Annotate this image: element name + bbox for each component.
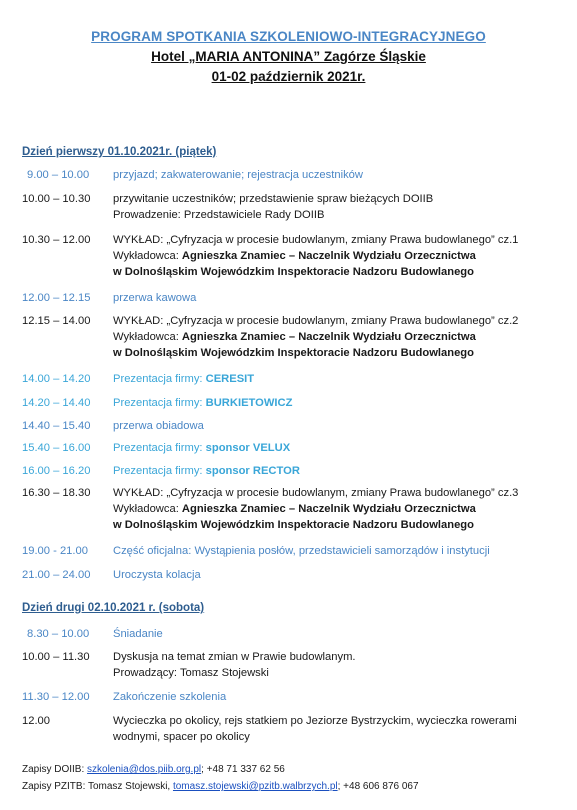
day1-heading: Dzień pierwszy 01.10.2021r. (piątek) xyxy=(22,146,217,158)
row-text: przywitanie uczestników; przedstawienie spraw bieżących DOIIB xyxy=(113,193,434,205)
lecturer-prefix: Wykładowca: xyxy=(113,503,182,515)
row-time: 14.00 – 14.20 xyxy=(22,373,91,385)
row-desc xyxy=(113,395,553,411)
footer-label: Zapisy PZITB: Tomasz Stojewski, xyxy=(22,781,173,792)
row-desc xyxy=(113,191,553,223)
lecturer-line xyxy=(113,248,553,264)
day2-heading: Dzień drugi 02.10.2021 r. (sobota) xyxy=(22,602,205,614)
footer-phone: ; +48 606 876 067 xyxy=(337,781,419,792)
row-text: Prezentacja firmy: xyxy=(113,373,206,385)
row-text-2: Prowadzący: Tomasz Stojewski xyxy=(113,667,269,679)
lecturer-org: w Dolnośląskim Wojewódzkim Inspektoracie Nadzoru Budowlanego xyxy=(113,266,474,278)
page xyxy=(0,29,577,810)
row-time: 21.00 – 24.00 xyxy=(22,569,91,581)
footer-phone: ; +48 71 337 62 56 xyxy=(201,764,285,775)
row-text: Prezentacja firmy: xyxy=(113,442,206,454)
company-name: sponsor RECTOR xyxy=(205,465,300,477)
row-text: Część oficjalna: Wystąpienia posłów, przedstawicieli samorządów i instytucji xyxy=(113,545,490,557)
lecturer-name: Agnieszka Znamiec – Naczelnik Wydziału Orzecznictwa xyxy=(181,331,476,343)
company-name: sponsor VELUX xyxy=(205,442,291,454)
lecturer-name: Agnieszka Znamiec – Naczelnik Wydziału Orzecznictwa xyxy=(181,503,476,515)
row-text: Dyskusja na temat zmian w Prawie budowlanym. xyxy=(113,651,356,663)
row-time: 12.00 – 12.15 xyxy=(22,292,91,304)
row-time: 19.00 - 21.00 xyxy=(22,545,88,557)
row-time: 14.40 – 15.40 xyxy=(22,420,91,432)
row-time: 12.15 – 14.00 xyxy=(22,315,91,327)
row-time: 11.30 – 12.00 xyxy=(22,691,90,703)
footer-pzitb xyxy=(22,781,419,792)
row-time: 8.30 – 10.00 xyxy=(27,628,90,640)
row-text-2: Prowadzenie: Przedstawiciele Rady DOIIB xyxy=(113,209,325,221)
doiib-email-link[interactable]: szkolenia@dos.piib.org.pl xyxy=(87,764,202,775)
row-desc xyxy=(113,232,553,280)
row-text-2: wodnymi, spacer po okolicy xyxy=(113,731,250,743)
lecturer-org: w Dolnośląskim Wojewódzkim Inspektoracie Nadzoru Budowlanego xyxy=(113,347,474,359)
row-desc xyxy=(113,713,553,745)
row-time: 14.20 – 14.40 xyxy=(22,397,91,409)
lecturer-org: w Dolnośląskim Wojewódzkim Inspektoracie Nadzoru Budowlanego xyxy=(113,519,474,531)
row-text: Wycieczka po okolicy, rejs statkiem po Jeziorze Bystrzyckim, wycieczka rowerami xyxy=(113,715,517,727)
row-text: przerwa kawowa xyxy=(113,292,197,304)
pzitb-email-link[interactable]: tomasz.stojewski@pzitb.walbrzych.pl xyxy=(172,781,338,792)
lecturer-line xyxy=(113,329,553,345)
row-time: 12.00 xyxy=(22,715,50,727)
title-block xyxy=(0,29,577,84)
row-text: Prezentacja firmy: xyxy=(113,465,206,477)
row-time: 16.00 – 16.20 xyxy=(22,465,91,477)
lecture-title: WYKŁAD: „Cyfryzacja w procesie budowlanym, zmiany Prawa budowlanego” cz.2 xyxy=(113,315,519,327)
lecture-title: WYKŁAD: „Cyfryzacja w procesie budowlanym, zmiany Prawa budowlanego” cz.3 xyxy=(113,487,519,499)
company-name: CERESIT xyxy=(205,373,255,385)
lecturer-prefix: Wykładowca: xyxy=(113,250,182,262)
footer-label: Zapisy DOIIB: xyxy=(22,764,88,775)
row-desc xyxy=(113,371,553,387)
lecturer-name: Agnieszka Znamiec – Naczelnik Wydziału Orzecznictwa xyxy=(181,250,476,262)
row-time: 10.30 – 12.00 xyxy=(22,234,91,246)
event-dates: 01-02 październik 2021r. xyxy=(211,69,366,84)
lecturer-line xyxy=(113,501,553,517)
company-name: BURKIETOWICZ xyxy=(205,397,293,409)
row-desc xyxy=(113,649,553,681)
row-time: 9.00 – 10.00 xyxy=(27,169,90,181)
row-text: Śniadanie xyxy=(113,628,163,640)
lecture-title: WYKŁAD: „Cyfryzacja w procesie budowlanym, zmiany Prawa budowlanego” cz.1 xyxy=(113,234,519,246)
row-desc xyxy=(113,485,553,533)
row-text: Prezentacja firmy: xyxy=(113,397,206,409)
row-time: 15.40 – 16.00 xyxy=(22,442,91,454)
hotel-name: Hotel „MARIA ANTONINA” Zagórze Śląskie xyxy=(151,49,426,64)
row-desc xyxy=(113,440,553,456)
row-time: 10.00 – 10.30 xyxy=(22,193,91,205)
row-desc xyxy=(113,463,553,479)
footer-doiib xyxy=(22,764,285,775)
lecturer-prefix: Wykładowca: xyxy=(113,331,182,343)
row-text: Uroczysta kolacja xyxy=(113,569,201,581)
row-text: przyjazd; zakwaterowanie; rejestracja uczestników xyxy=(113,169,363,181)
row-time: 10.00 – 11.30 xyxy=(22,651,90,663)
row-text: przerwa obiadowa xyxy=(113,420,204,432)
program-title: PROGRAM SPOTKANIA SZKOLENIOWO-INTEGRACYJNEGO xyxy=(91,29,486,44)
row-text: Zakończenie szkolenia xyxy=(113,691,227,703)
row-desc xyxy=(113,313,553,361)
row-time: 16.30 – 18.30 xyxy=(22,487,91,499)
